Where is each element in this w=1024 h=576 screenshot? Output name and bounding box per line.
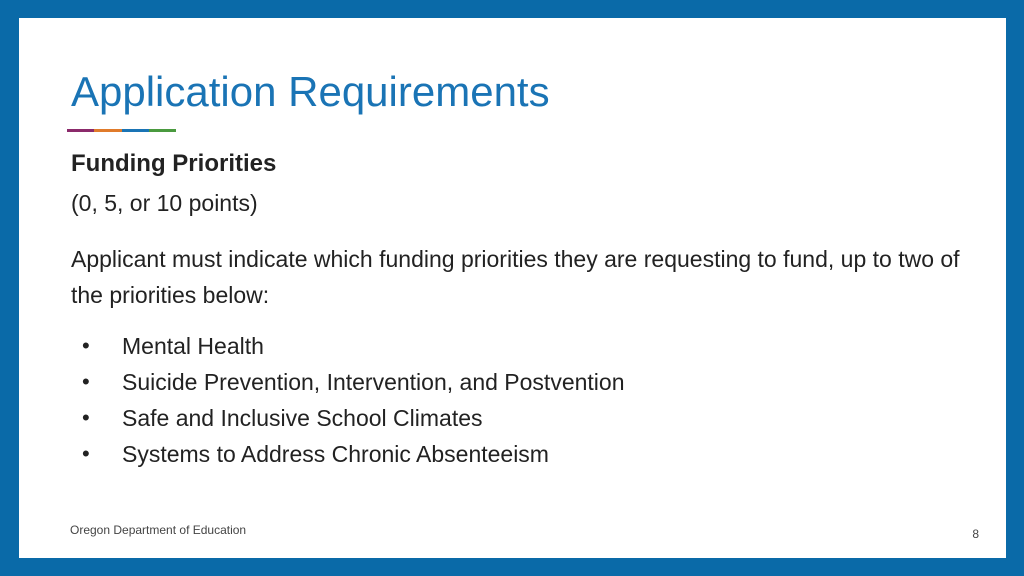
bullet-icon: • (82, 333, 90, 358)
footer-organization: Oregon Department of Education (70, 523, 247, 537)
instruction-paragraph: Applicant must indicate which funding priorities they are requesting to fund, up to two of the priorities below: (71, 246, 960, 308)
accent-segment (94, 129, 121, 132)
bullet-icon: • (82, 441, 90, 466)
page-number: 8 (972, 527, 979, 541)
list-item-label: Mental Health (122, 333, 264, 359)
slide-title: Application Requirements (71, 68, 550, 115)
accent-segment (122, 129, 149, 132)
accent-segment (67, 129, 94, 132)
slide (19, 18, 1006, 558)
title-accent-bar (67, 129, 176, 132)
bullet-icon: • (82, 405, 90, 430)
list-item-label: Systems to Address Chronic Absenteeism (122, 441, 549, 467)
bullet-icon: • (82, 369, 90, 394)
list-item-label: Suicide Prevention, Intervention, and Postvention (122, 369, 625, 395)
accent-segment (149, 129, 176, 132)
points-note: (0, 5, or 10 points) (71, 190, 258, 216)
list-item-label: Safe and Inclusive School Climates (122, 405, 483, 431)
section-heading: Funding Priorities (71, 150, 277, 177)
